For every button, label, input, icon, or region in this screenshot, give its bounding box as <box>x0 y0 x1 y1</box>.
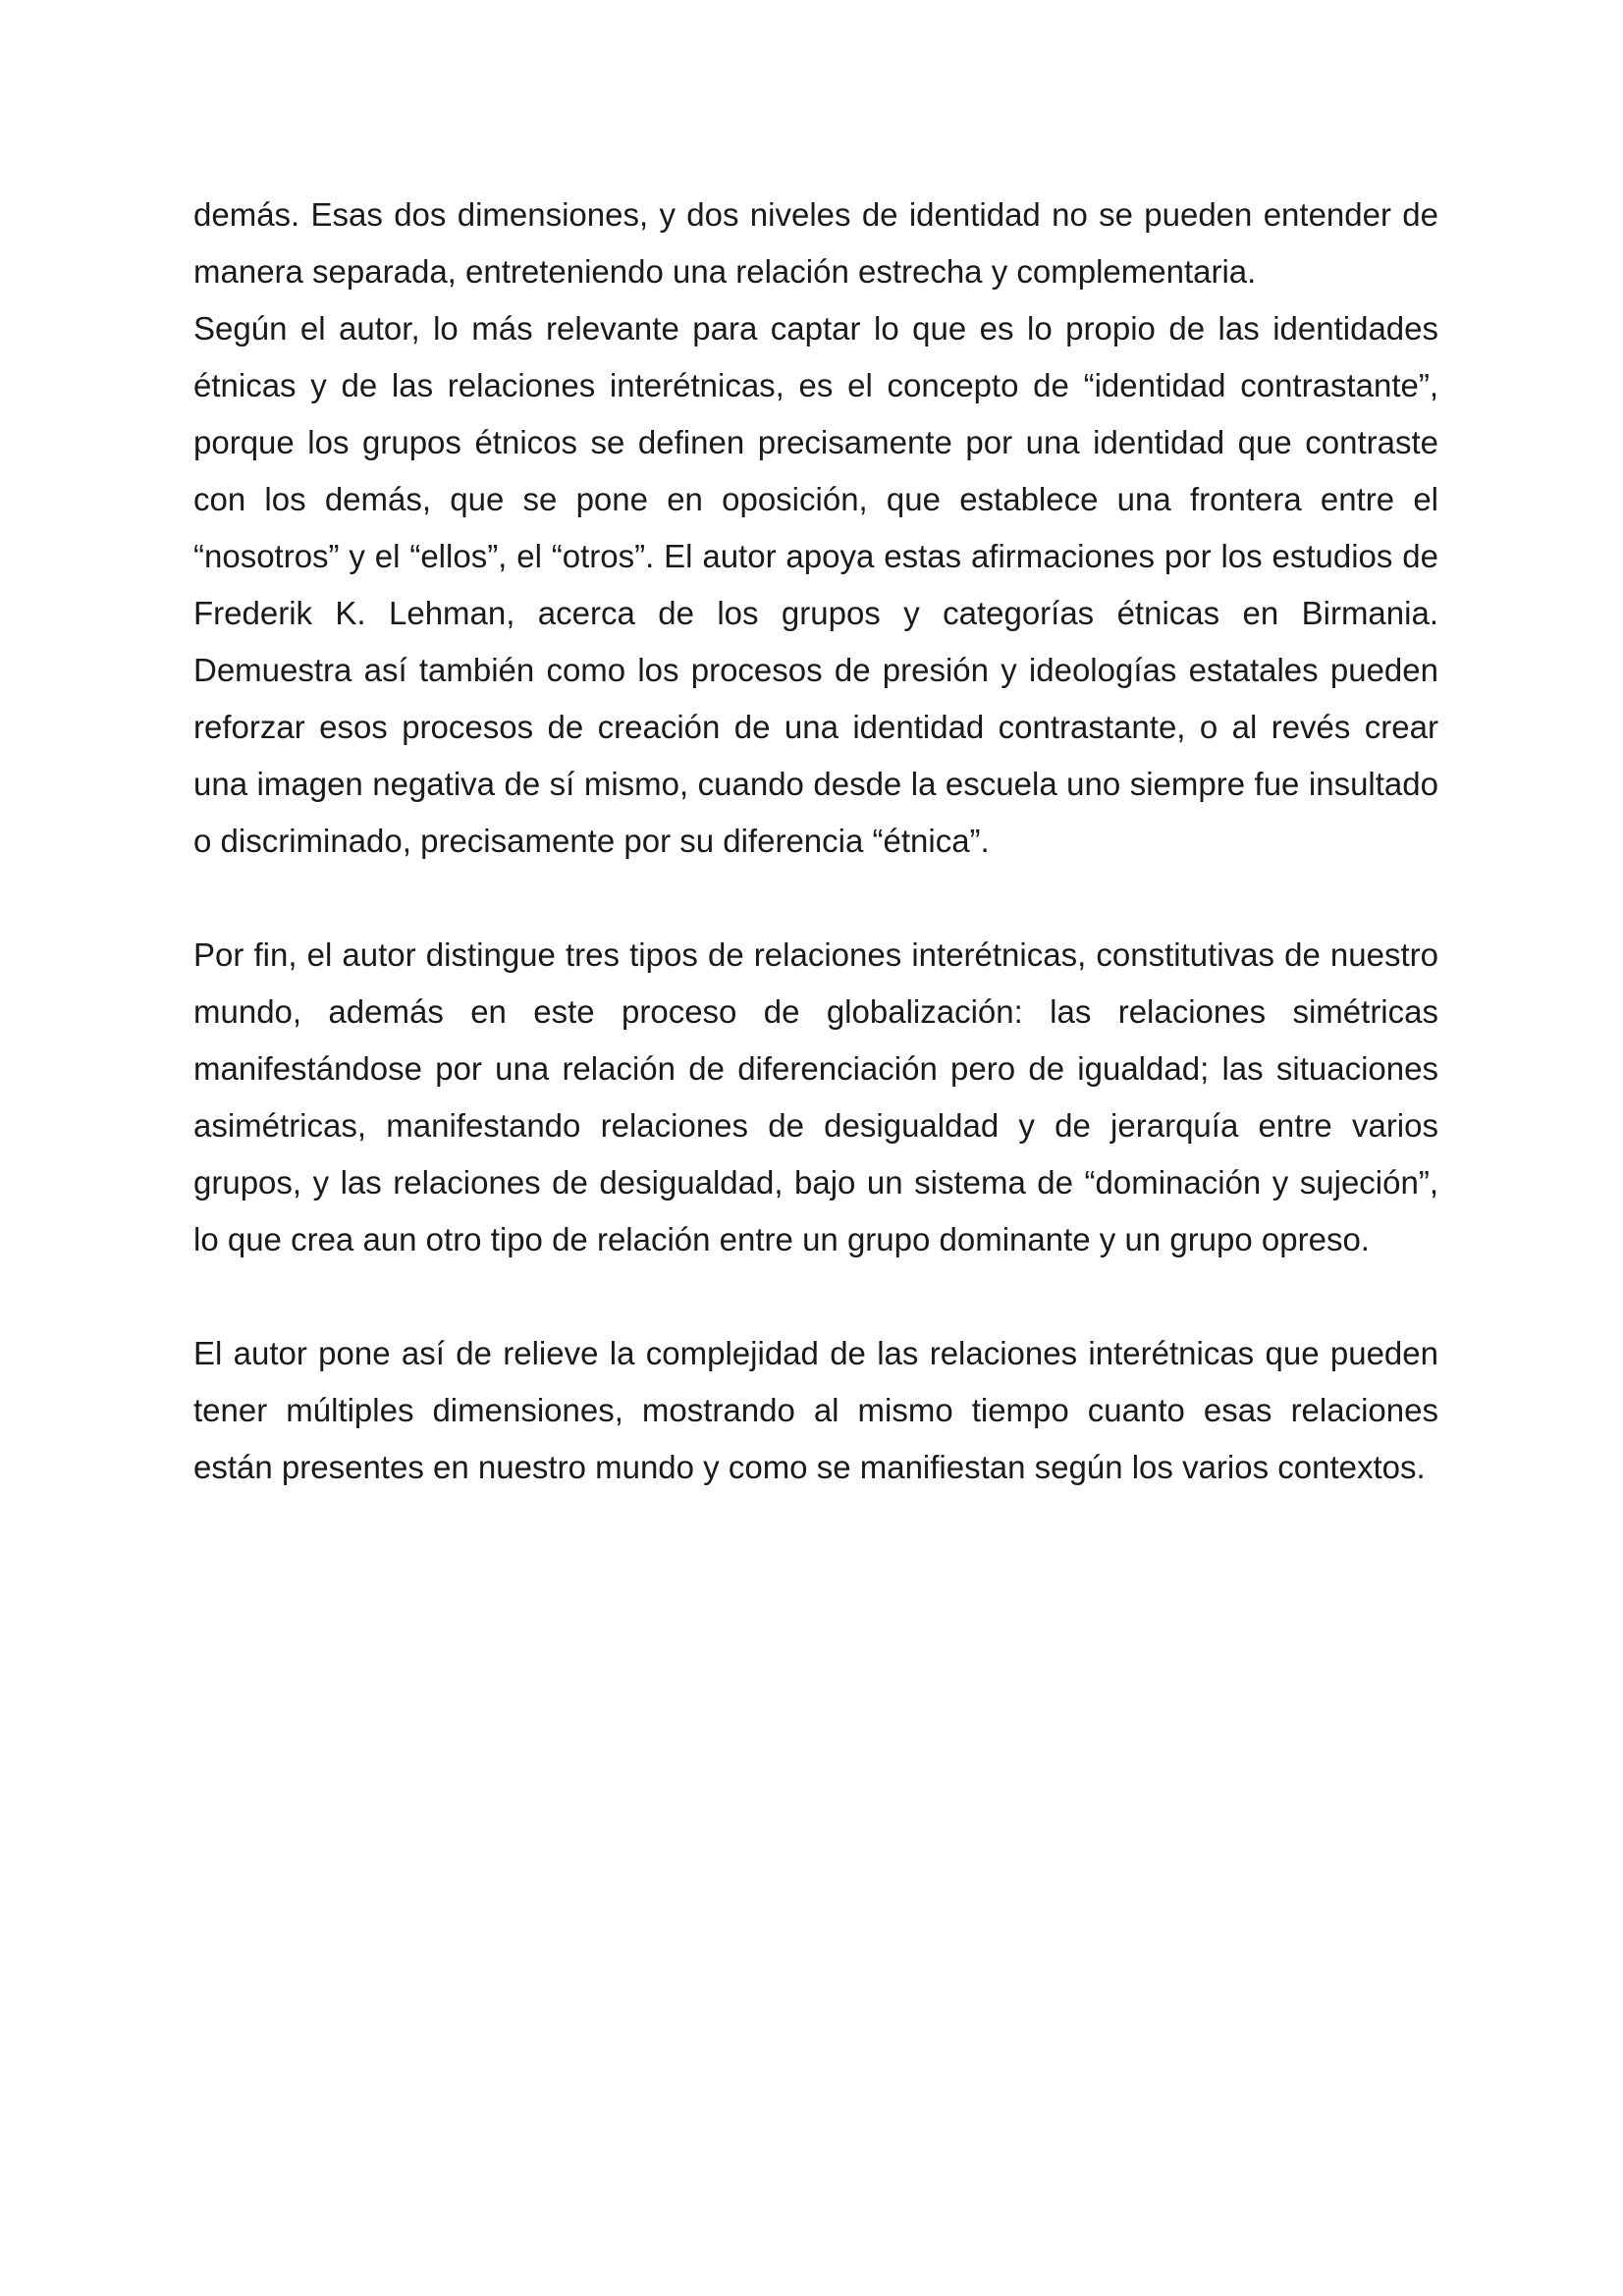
document-body <box>193 187 1438 1496</box>
paragraph-3: Por fin, el autor distingue tres tipos de relaciones interétnicas, constitutivas de nuestro mundo, además en este proceso de globalización: las relaciones simétricas manifestándose por una relación de diferenciación pero de igualdad; las situaciones asimétricas, manifestando relaciones de desigualdad y de jerarquía entre varios grupos, y las relaciones de desigualdad, bajo un sistema de “dominación y sujeción”, lo que crea aun otro tipo de relación entre un grupo dominante y un grupo opreso. <box>193 936 1438 1257</box>
paragraph-2: Según el autor, lo más relevante para captar lo que es lo propio de las identidades étnicas y de las relaciones interétnicas, es el concepto de “identidad contrastante”, porque los grupos étnicos se definen precisamente por una identidad que contraste con los demás, que se pone en oposición, que establece una frontera entre el “nosotros” y el “ellos”, el “otros”. El autor apoya estas afirmaciones por los estudios de Frederik K. Lehman, acerca de los grupos y categorías étnicas en Birmania. Demuestra así también como los procesos de presión y ideologías estatales pueden reforzar esos procesos de creación de una identidad contrastante, o al revés crear una imagen negativa de sí mismo, cuando desde la escuela uno siempre fue insultado o discriminado, precisamente por su diferencia “étnica”. <box>193 310 1438 859</box>
paragraph-spacer <box>193 870 1438 927</box>
paragraph-4: El autor pone así de relieve la complejidad de las relaciones interétnicas que pueden tener múltiples dimensiones, mostrando al mismo tiempo cuanto esas relaciones están presentes en nuestro mundo y como se manifiestan según los varios contextos. <box>193 1335 1438 1485</box>
paragraph-1: demás. Esas dos dimensiones, y dos niveles de identidad no se pueden entender de manera separada, entreteniendo una relación estrecha y complementaria. <box>193 196 1438 290</box>
paragraph-spacer <box>193 1268 1438 1325</box>
